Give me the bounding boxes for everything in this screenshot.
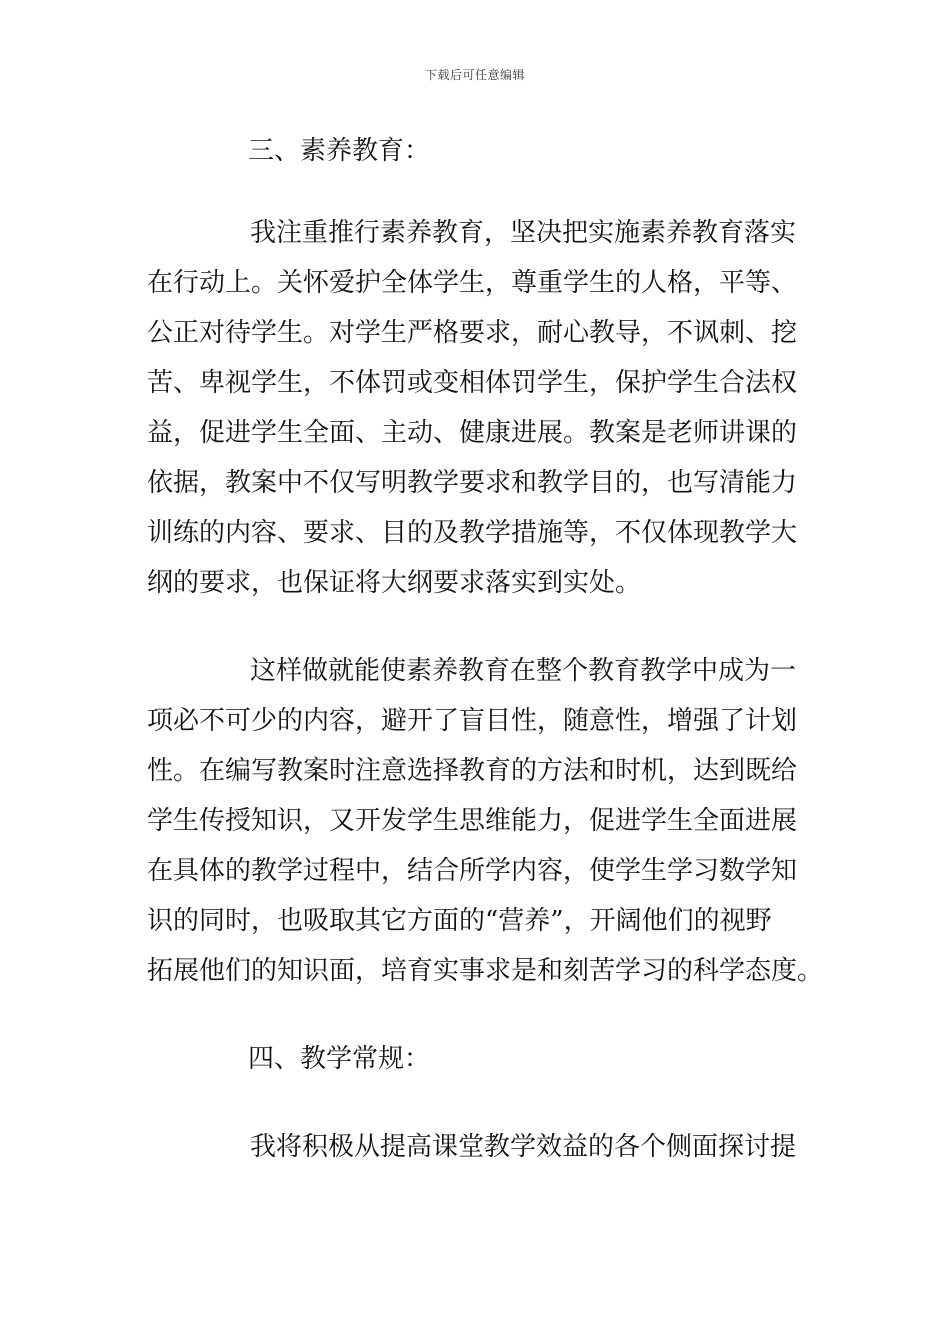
paragraph-line: 纲的要求，也保证将大纲要求落实到实处。 [147,568,642,598]
paragraph-line: 这样做就能使素养教育在整个教育教学中成为一 [250,656,797,686]
paragraph-line: 在行动上。关怀爱护全体学生，尊重学生的人格，平等、 [147,268,798,298]
paragraph-line: 在具体的教学过程中，结合所学内容，使学生学习数学知 [147,856,798,886]
paragraph-line: 依据，教案中不仅写明教学要求和教学目的，也写清能力 [147,468,798,498]
paragraph-line: 苦、卑视学生，不体罚或变相体罚学生，保护学生合法权 [147,368,798,398]
paragraph-line: 性。在编写教案时注意选择教育的方法和时机，达到既给 [147,756,798,786]
paragraph-line: 学生传授知识，又开发学生思维能力，促进学生全面进展 [147,806,798,836]
paragraph-line: 我将积极从提高课堂教学效益的各个侧面探讨提 [250,1132,797,1162]
paragraph-line: 识的同时，也吸取其它方面的“营养”，开阔他们的视野 [147,906,772,936]
section-heading-3: 三、素养教育： [248,136,431,166]
paragraph-line: 项必不可少的内容，避开了盲目性，随意性，增强了计划 [147,706,798,736]
paragraph-line: 我注重推行素养教育，坚决把实施素养教育落实 [250,218,797,248]
paragraph-1 [147,208,807,608]
section-heading-4: 四、教学常规： [248,1044,431,1074]
paragraph-line: 训练的内容、要求、目的及教学措施等，不仅体现教学大 [147,518,798,548]
paragraph-line: 拓展他们的知识面，培育实事求是和刻苦学习的科学态度。 [147,956,824,986]
paragraph-line: 公正对待学生。对学生严格要求，耐心教导，不讽刺、挖 [147,318,798,348]
paragraph-2 [147,646,824,996]
document-body [147,126,824,1172]
paragraph-line: 益，促进学生全面、主动、健康进展。教案是老师讲课的 [147,418,798,448]
header-note: 下载后可任意编辑 [424,68,525,82]
paragraph-3 [147,1122,807,1172]
